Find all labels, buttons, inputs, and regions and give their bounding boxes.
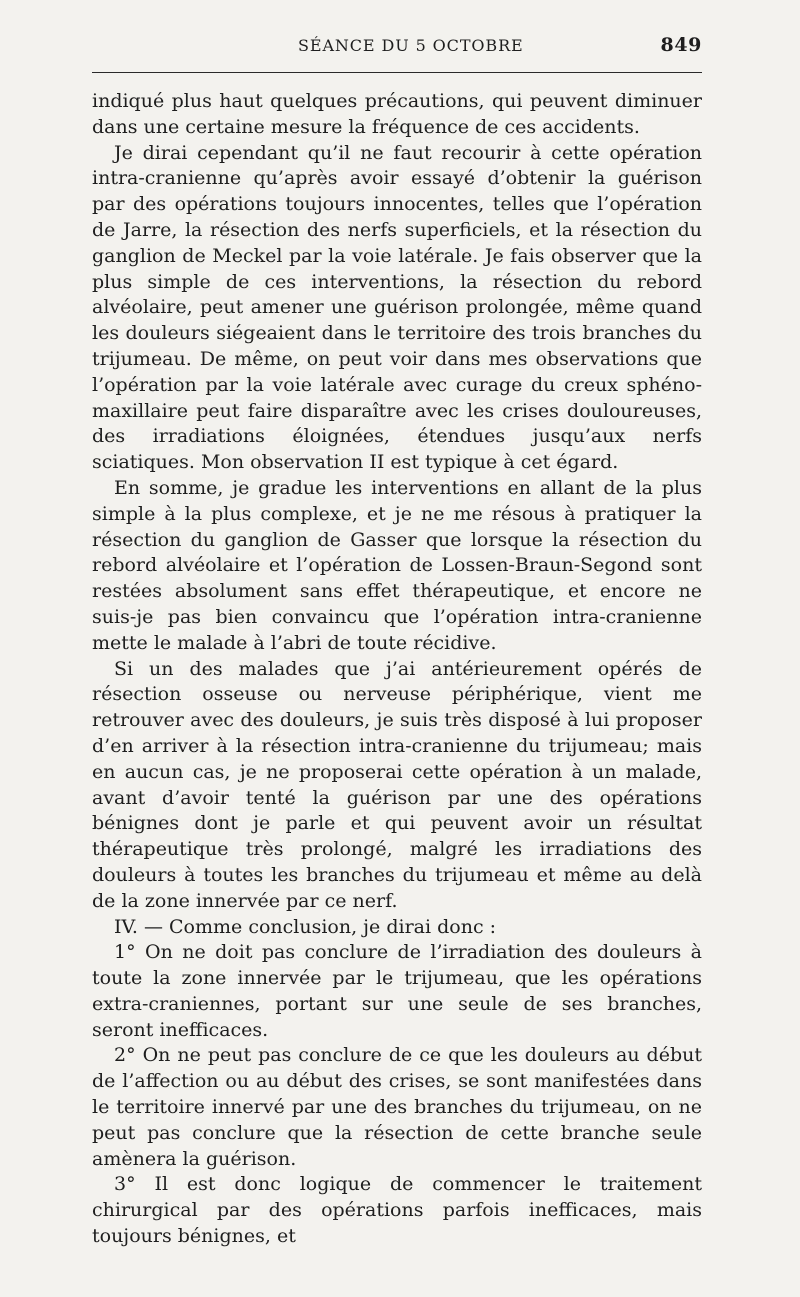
body-text: [92, 89, 702, 1250]
paragraph: En somme, je gradue les interventions en allant de la plus simple à la plus complexe, et je ne me résous à pratiquer la résection du ganglion de Gasser que lorsque la résection du rebord alvéolaire et l’opération de Lossen-Braun-Segond sont restées absolument sans effet thérapeutique, et encore ne suis-je pas bien convaincu que l’opération intra-cranienne mette le malade à l’abri de toute récidive.: [92, 476, 702, 654]
paragraph: Je dirai cependant qu’il ne faut recourir à cette opération intra-cranienne qu’après avoir essayé d’obtenir la guérison par des opérations toujours innocentes, telles que l’opération de Jarre, la résection des nerfs superficiels, et la résection du ganglion de Meckel par la voie latérale. Je fais observer que la plus simple de ces interventions, la résection du rebord alvéolaire, peut amener une guérison prolongée, même quand les douleurs siégeaient dans le territoire des trois branches du trijumeau. De même, on peut voir dans mes observations que l’opération par la voie latérale avec curage du creux sphéno-maxillaire peut faire disparaître avec les crises douloureuses, des irradiations éloignées, étendues jusqu’aux nerfs sciatiques. Mon observation II est typique à cet égard.: [92, 141, 702, 474]
running-title: SÉANCE DU 5 OCTOBRE: [298, 36, 524, 55]
paragraph: indiqué plus haut quelques précautions, qui peuvent diminuer dans une certaine mesure la fréquence de ces accidents.: [92, 90, 702, 138]
conclusion-item: 2° On ne peut pas conclure de ce que les douleurs au début de l’affection ou au début des crises, se sont manifestées dans le territoire innervé par une des branches du trijumeau, on ne peut pas conclure que la résection de cette branche seule amènera la guérison.: [92, 1044, 702, 1170]
conclusion-item: 1° On ne doit pas conclure de l’irradiation des douleurs à toute la zone innervée par le trijumeau, que les opérations extra-craniennes, portant sur une seule de ses branches, seront inefficaces.: [92, 941, 702, 1041]
book-page: [92, 34, 702, 1250]
page-number: 849: [660, 34, 702, 56]
conclusion-item: 3° Il est donc logique de commencer le traitement chirurgical par des opérations parfois inefficaces, mais toujours bénignes, et: [92, 1173, 702, 1248]
paragraph: Si un des malades que j’ai antérieurement opérés de résection osseuse ou nerveuse périphérique, vient me retrouver avec des douleurs, je suis très disposé à lui proposer d’en arriver à la résection intra-cranienne du trijumeau; mais en aucun cas, je ne proposerai cette opération à un malade, avant d’avoir tenté la guérison par une des opérations bénignes dont je parle et qui peuvent avoir un résultat thérapeutique très prolongé, malgré les irradiations des douleurs à toutes les branches du trijumeau et même au delà de la zone innervée par ce nerf.: [92, 657, 702, 912]
section-heading: IV. — Comme conclusion, je dirai donc :: [114, 915, 497, 938]
header-rule: [92, 72, 702, 73]
running-head: [92, 34, 702, 60]
